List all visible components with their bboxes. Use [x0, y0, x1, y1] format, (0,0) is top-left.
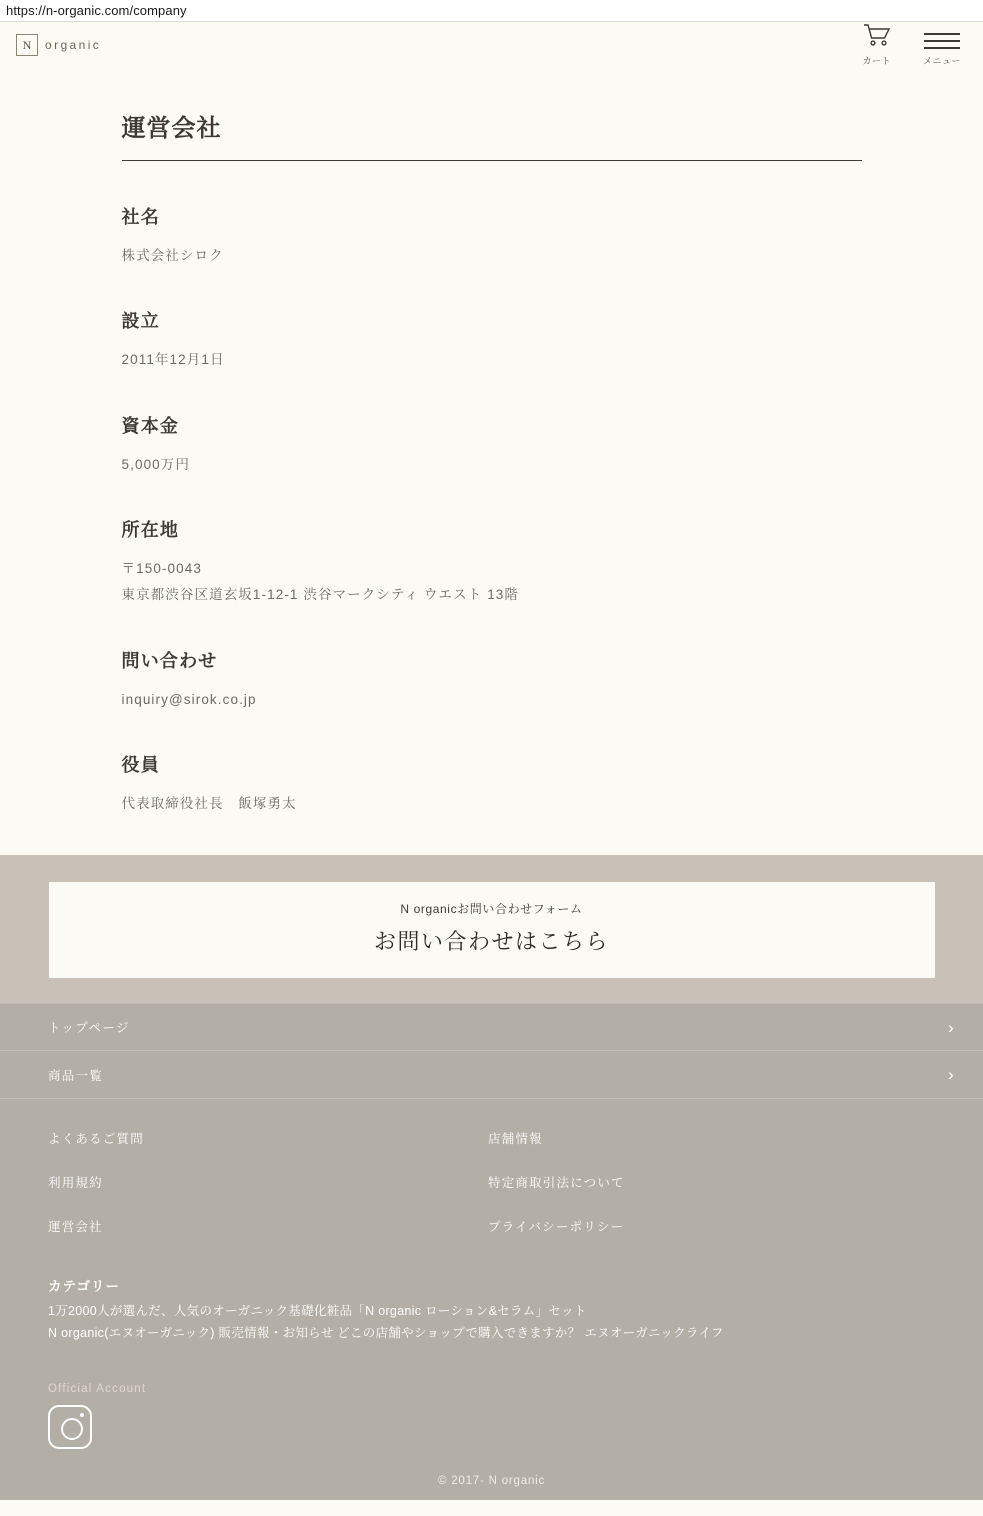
footer-nav-label: 商品一覧: [48, 1068, 104, 1083]
page-title: 運営会社: [122, 108, 862, 161]
info-block-established: [122, 307, 862, 373]
section-line: 〒150-0043: [121, 560, 202, 576]
instagram-icon[interactable]: [48, 1405, 92, 1449]
footer-links: [0, 1099, 983, 1261]
footer-link-company[interactable]: 運営会社: [48, 1220, 103, 1235]
site-logo[interactable]: [16, 34, 101, 56]
chevron-right-icon: ›: [948, 1065, 955, 1085]
footer-link-faq[interactable]: よくあるご質問: [48, 1132, 144, 1147]
menu-label: メニュー: [922, 56, 961, 66]
site-header: [0, 22, 983, 68]
copyright-text: © 2017- N organic: [437, 1475, 546, 1488]
footer-link-commercial-law[interactable]: 特定商取引法について: [488, 1176, 625, 1191]
footer-nav-products[interactable]: [0, 1051, 983, 1099]
section-line: 代表取締役社長 飯塚勇太: [121, 795, 297, 811]
info-block-address: [122, 516, 862, 609]
section-line: 東京都渋谷区道玄坂1-12-1 渋谷マークシティ ウエスト 13階: [121, 587, 520, 603]
info-block-capital: [122, 412, 862, 478]
info-block-company-name: [122, 203, 862, 269]
footer-link-terms[interactable]: 利用規約: [48, 1176, 103, 1191]
contact-form-button[interactable]: [49, 882, 935, 978]
main-content: [0, 68, 983, 817]
section-heading: 社名: [121, 207, 160, 227]
chevron-right-icon: ›: [948, 1017, 955, 1037]
cart-icon: [863, 23, 891, 51]
info-block-inquiry: [122, 647, 862, 713]
section-heading: 役員: [121, 754, 160, 775]
browser-url-bar[interactable]: [0, 0, 983, 22]
page-viewport: [0, 22, 983, 1516]
footer-links-left: [48, 1129, 488, 1261]
official-account-label: Official Account: [48, 1382, 147, 1395]
contact-band: [0, 855, 983, 1003]
section-heading: 問い合わせ: [121, 650, 218, 671]
hamburger-icon: [924, 33, 960, 51]
footer-link-privacy[interactable]: プライバシーポリシー: [488, 1220, 625, 1235]
contact-title: お問い合わせはこちら: [373, 929, 609, 955]
footer-official-account: [0, 1345, 983, 1449]
footer-category: [0, 1261, 983, 1345]
menu-button[interactable]: [923, 33, 961, 67]
footer-category-line[interactable]: 1万2000人が選んだ、人気のオーガニック基礎化粧品「N organic ローション&セラム」セット: [48, 1304, 587, 1319]
cart-button[interactable]: [862, 23, 891, 67]
site-footer: [0, 1003, 983, 1500]
info-block-officers: [122, 751, 862, 817]
cart-label: カート: [862, 56, 891, 66]
footer-nav-label: トップページ: [48, 1021, 130, 1036]
footer-links-right: [488, 1129, 928, 1261]
section-line: 5,000万円: [121, 456, 190, 472]
logo-text: organic: [45, 38, 102, 52]
section-heading: 資本金: [121, 415, 180, 436]
section-line: 2011年12月1日: [121, 352, 225, 368]
section-heading: 所在地: [121, 519, 180, 540]
logo-mark-icon: N: [16, 34, 38, 56]
footer-link-stores[interactable]: 店舗情報: [488, 1132, 543, 1147]
contact-subtitle: N organicお問い合わせフォーム: [400, 902, 583, 917]
header-actions: [862, 23, 961, 67]
inquiry-email[interactable]: inquiry@sirok.co.jp: [121, 691, 257, 707]
url-text: https://n-organic.com/company: [6, 3, 187, 18]
footer-category-line[interactable]: N organic(エヌオーガニック) 販売情報・お知らせ どこの店舗やショップで購入できますか？ エヌオーガニックライフ: [48, 1326, 724, 1341]
section-line: 株式会社シロク: [121, 248, 224, 263]
footer-category-title: カテゴリー: [48, 1279, 120, 1295]
section-heading: 設立: [121, 311, 160, 332]
footer-nav-top[interactable]: [0, 1003, 983, 1051]
